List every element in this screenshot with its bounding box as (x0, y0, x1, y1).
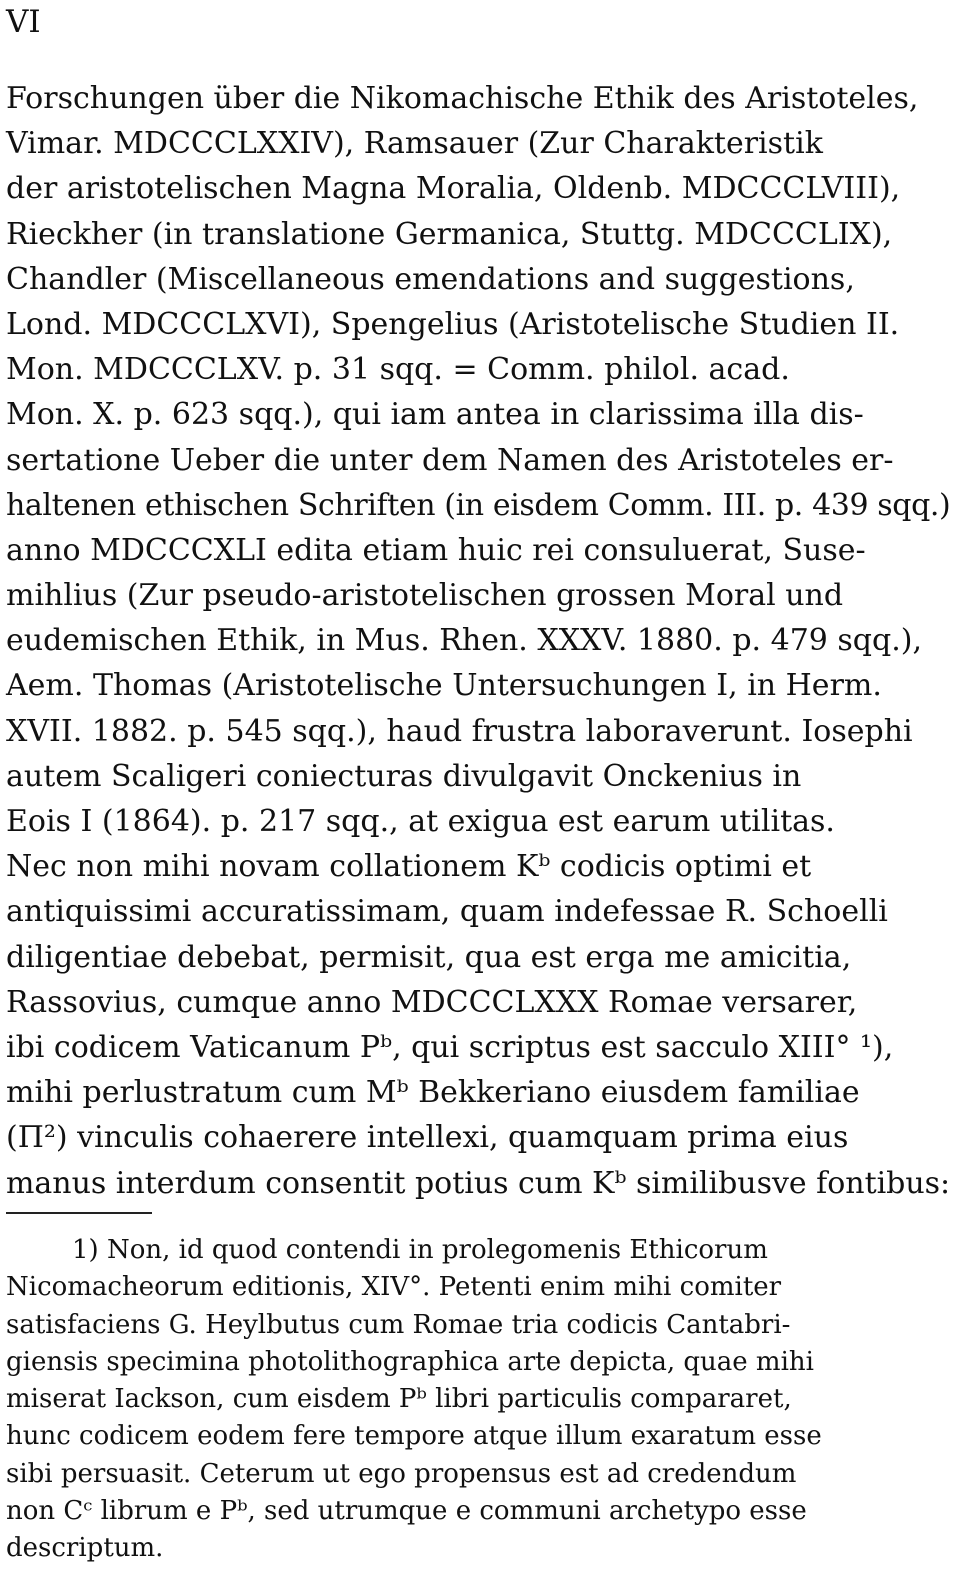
text-line: Aem. Thomas (Aristotelische Untersuchungen I, in Herm. (6, 668, 882, 704)
footnote-line: miserat Iackson, cum eisdem Pᵇ libri particulis compararet, (6, 1384, 792, 1415)
text-line: sertatione Ueber die unter dem Namen des Aristoteles er- (6, 442, 894, 478)
text-line: der aristotelischen Magna Moralia, Oldenb. MDCCCLVIII), (6, 171, 901, 207)
text-line: Nec non mihi novam collationem Kᵇ codicis optimi et (6, 849, 812, 885)
text-line: manus interdum consentit potius cum Kᵇ similibusve fontibus: (6, 1165, 951, 1201)
text-line: diligentiae debebat, permisit, qua est erga me amicitia, (6, 939, 852, 975)
footnote-divider (6, 1212, 152, 1214)
footnote-line: Nicomacheorum editionis, XIV°. Petenti enim mihi comiter (6, 1272, 782, 1303)
text-line: antiquissimi accuratissimam, quam indefessae R. Schoelli (6, 894, 888, 930)
text-line: Rassovius, cumque anno MDCCCLXXX Romae versarer, (6, 984, 858, 1020)
text-line: autem Scaligeri coniecturas divulgavit Onckenius in (6, 758, 802, 794)
footnote-line: 1) Non, id quod contendi in prolegomenis Ethicorum (72, 1235, 768, 1265)
text-line: Lond. MDCCCLXVI), Spengelius (Aristotelische Studien II. (6, 306, 900, 342)
text-line: haltenen ethischen Schriften (in eisdem Comm. III. p. 439 sqq.) (6, 487, 951, 523)
text-line: ibi codicem Vaticanum Pᵇ, qui scriptus est sacculo XIII° ¹), (6, 1029, 894, 1065)
text-line: Mon. X. p. 623 sqq.), qui iam antea in clarissima illa dis- (6, 397, 864, 433)
footnote-line: descriptum. (6, 1533, 164, 1564)
footnote-line: giensis specimina photolithographica arte depicta, quae mihi (6, 1346, 814, 1377)
text-line: mihlius (Zur pseudo-aristotelischen grossen Moral und (6, 578, 844, 614)
main-text (6, 76, 950, 1206)
text-line: Chandler (Miscellaneous emendations and suggestions, (6, 261, 855, 297)
footnote-line: satisfaciens G. Heylbutus cum Romae tria codicis Cantabri- (6, 1309, 791, 1340)
page-number: VI (6, 4, 41, 40)
text-line: eudemischen Ethik, in Mus. Rhen. XXXV. 1880. p. 479 sqq.), (6, 623, 922, 659)
text-line: Forschungen über die Nikomachische Ethik des Aristoteles, (6, 81, 919, 116)
text-line: anno MDCCCXLI edita etiam huic rei consuluerat, Suse- (6, 532, 866, 568)
footnote-line: hunc codicem eodem fere tempore atque illum exaratum esse (6, 1421, 822, 1452)
footnote-line: sibi persuasit. Ceterum ut ego propensus est ad credendum (6, 1458, 797, 1489)
text-line: Eois I (1864). p. 217 sqq., at exigua est earum utilitas. (6, 804, 835, 839)
text-line: XVII. 1882. p. 545 sqq.), haud frustra laboraverunt. Iosephi (6, 713, 913, 749)
text-line: (Π²) vinculis cohaerere intellexi, quamquam prima eius (6, 1120, 849, 1156)
footnote-line: non Cᶜ librum e Pᵇ, sed utrumque e communi archetypo esse (6, 1496, 807, 1527)
text-line: Mon. MDCCCLXV. p. 31 sqq. = Comm. philol. acad. (6, 352, 790, 388)
footnote (6, 1232, 950, 1568)
text-line: mihi perlustratum cum Mᵇ Bekkeriano eiusdem familiae (6, 1075, 860, 1111)
text-line: Vimar. MDCCCLXXIV), Ramsauer (Zur Charakteristik (6, 126, 823, 162)
text-line: Rieckher (in translatione Germanica, Stuttg. MDCCCLIX), (6, 216, 893, 252)
